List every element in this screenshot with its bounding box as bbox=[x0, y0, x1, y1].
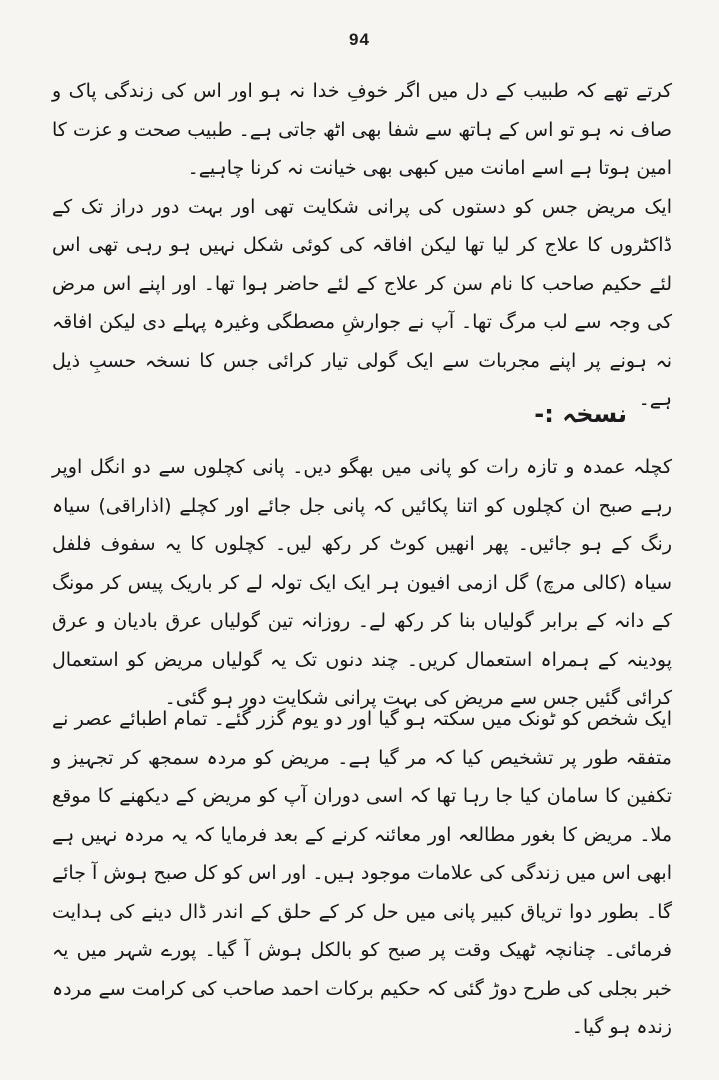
page-number: 94 bbox=[349, 30, 370, 49]
paragraph: کرتے تھے کہ طبیب کے دل میں اگر خوفِ خدا نہ ہو اور اس کی زندگی پاک و صاف نہ ہو تو اس کے ہاتھ سے شفا بھی اٹھ جاتی ہے۔ طبیب صحت و عزت کا امین ہوتا ہے اسے امانت میں کبھی بھی خیانت نہ کرنا چاہیے۔ bbox=[52, 80, 672, 179]
body-text-recipe bbox=[52, 448, 672, 709]
body-text-top bbox=[52, 72, 672, 410]
body-text-story bbox=[52, 700, 672, 1038]
recipe-heading: نسخہ :- bbox=[534, 400, 627, 428]
paragraph: ایک شخص کو ٹونک میں سکتہ ہو گیا اور دو یوم گزر گئے۔ تمام اطبائے عصر نے متفقہ طور پر تشخیص کیا کہ مر گیا ہے۔ مریض کو مردہ سمجھ کر تجہیز و تکفین کا سامان کیا جا رہا تھا کہ اسی دوران آپ کو مریض کے دیکھنے کا موقع ملا۔ مریض کا بغور مطالعہ اور معائنہ کرنے کے بعد فرمایا کہ یہ مردہ نہیں ہے ابھی اس میں زندگی کی علامات موجود ہیں۔ اور اس کو کل صبح ہوش آ جائے گا۔ بطور دوا تریاق کبیر پانی میں حل کر کے حلق کے اندر ڈال دینے کی ہدایت فرمائی۔ چنانچہ ٹھیک وقت پر صبح کو بالکل ہوش آ گیا۔ پورے شہر میں یہ خبر بجلی کی طرح دوڑ گئی کہ حکیم برکات احمد صاحب کی کرامت سے مردہ زندہ ہو گیا۔ bbox=[52, 708, 672, 1038]
paragraph: کچلہ عمدہ و تازہ رات کو پانی میں بھگو دیں۔ پانی کچلوں سے دو انگل اوپر رہے صبح ان کچلوں کو اتنا پکائیں کہ پانی جل جائے اور کچلے (اذاراقی) سیاہ رنگ کے ہو جائیں۔ پھر انھیں کوٹ کر رکھ لیں۔ کچلوں کا یہ سفوف فلفل سیاہ (کالی مرچ) گل ازمی افیون ہر ایک ایک تولہ لے کر باریک پیس کر مونگ کے دانہ کے برابر گولیاں بنا کر رکھ لے۔ روزانہ تین گولیاں عرق بادیان و عرق پودینہ کے ہمراہ استعمال کریں۔ چند دنوں تک یہ گولیاں مریض کو استعمال کرائی گئیں جس سے مریض کی بہت پرانی شکایت دور ہو گئی۔ bbox=[52, 456, 672, 709]
paragraph: ایک مریض جس کو دستوں کی پرانی شکایت تھی اور بہت دور دراز تک کے ڈاکٹروں کا علاج کر لیا تھا لیکن افاقہ کی کوئی شکل نہیں ہو رہی تھی اس لئے حکیم صاحب کا نام سن کر علاج کے لئے حاضر ہوا تھا۔ اور اپنے اس مرض کی وجہ سے لب مرگ تھا۔ آپ نے جوارشِ مصطگی وغیرہ پہلے دی لیکن افاقہ نہ ہونے پر اپنے مجربات سے ایک گولی تیار کرائی جس کا نسخہ حسبِ ذیل ہے۔ bbox=[52, 195, 672, 410]
